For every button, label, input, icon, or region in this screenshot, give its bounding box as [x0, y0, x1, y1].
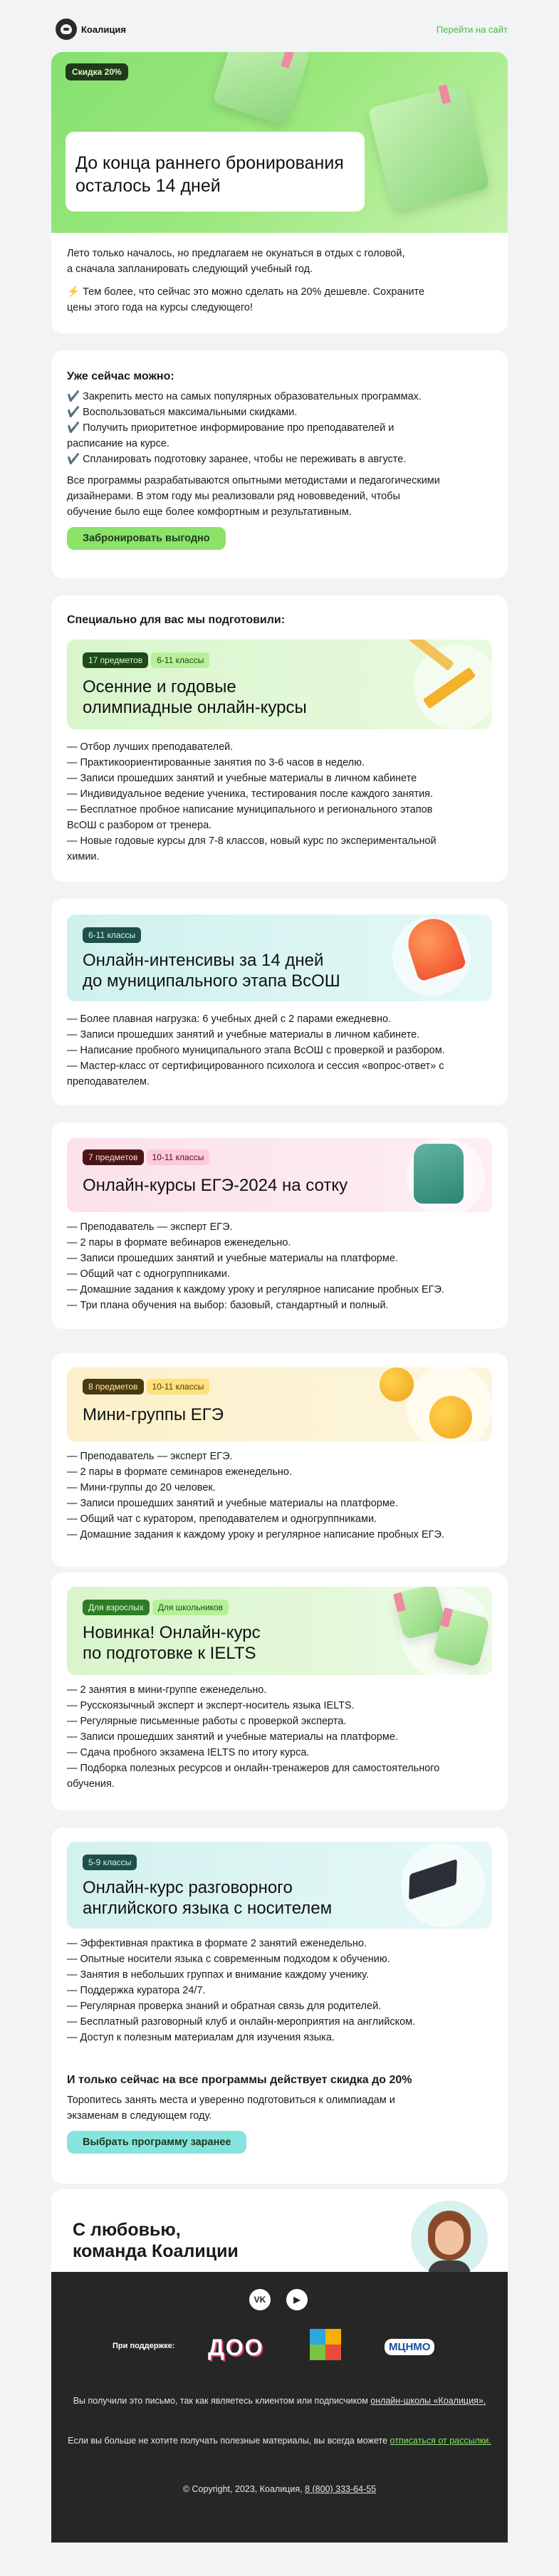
benefit-item: расписание на курсе.: [67, 438, 169, 449]
copyright: © Copyright, 2023, Коалиция, 8 (800) 333-64-55: [182, 2484, 377, 2494]
grades-tag: 10-11 классы: [147, 1149, 210, 1165]
closing-text: Торопитесь занять места и уверенно подготовиться к олимпиадам и экзаменам в следующем году.: [67, 2095, 395, 2122]
list-item: — Записи прошедших занятий и учебные материалы на платформе.: [67, 1731, 398, 1743]
closing-block: [67, 2074, 492, 2154]
list-item: — Общий чат с одногруппниками.: [67, 1268, 230, 1280]
programs-card: [51, 595, 508, 882]
course-title: Мини-группы ЕГЭ: [83, 1405, 224, 1424]
english-card: [51, 1827, 508, 2184]
hero-banner: [51, 52, 508, 233]
list-item: преподавателем.: [67, 1076, 150, 1088]
grades-tag: 6-11 классы: [83, 927, 141, 943]
list-item: — Домашние задания к каждому уроку и регулярное написание пробных ЕГЭ.: [67, 1529, 444, 1540]
list-item: — Домашние задания к каждому уроку и регулярное написание пробных ЕГЭ.: [67, 1284, 444, 1295]
list-item: — Общий чат с куратором, преподавателем и одногруппниками.: [67, 1513, 377, 1525]
course-title: Онлайн-интенсивы за 14 дней до муниципального этапа ВсОШ: [83, 951, 340, 991]
list-item: — Мини-группы до 20 человек.: [67, 1482, 216, 1493]
list-item: — Доступ к полезным материалам для изучения языка.: [67, 2032, 335, 2043]
course-banner: [67, 1842, 492, 1929]
course-feature-list: [67, 739, 492, 865]
apple-illustration: [380, 1367, 414, 1402]
course-title: Осенние и годовые олимпиадные онлайн-курсы: [83, 677, 307, 717]
list-item: — Русскоязычный эксперт и эксперт-носитель языка IELTS.: [67, 1700, 355, 1711]
subjects-tag: 17 предметов: [83, 652, 148, 668]
list-item: — 2 занятия в мини-группе еженедельно.: [67, 1684, 267, 1696]
email-header: [51, 16, 508, 44]
apple-illustration: [429, 1396, 472, 1439]
backpack-illustration: [414, 1144, 464, 1204]
list-item: — Новые годовые курсы для 7-8 классов, новый курс по экспериментальной: [67, 835, 437, 847]
list-item: обучения.: [67, 1778, 115, 1790]
hero-title-box: [66, 132, 365, 212]
choose-program-button[interactable]: Выбрать программу заранее: [67, 2131, 246, 2154]
list-item: ВсОШ с разбором от тренера.: [67, 820, 212, 831]
list-item: — Опытные носители языка с современным подходом к обучению.: [67, 1954, 390, 1965]
hero-intro: Лето только началось, но предлагаем не окунаться в отдых с головой, а сначала запланировать следующий учебный год. ⚡ Тем более, что сейчас это можно сделать на 20% дешевле. Сохраните цены этого года на курсы следующего!: [67, 248, 425, 313]
course-title: Онлайн-курсы ЕГЭ-2024 на сотку: [83, 1176, 348, 1195]
course-banner: [67, 640, 492, 729]
audience-tag: Для взрослых: [83, 1600, 150, 1615]
signature-text: С любовью, команда Коалиции: [73, 2220, 239, 2261]
list-item: — Преподаватель — эксперт ЕГЭ.: [67, 1221, 233, 1233]
list-item: — Регулярные письменные работы с проверкой эксперта.: [67, 1716, 347, 1727]
ruler-pencil-illustration: [399, 640, 478, 725]
partner-logo-doo[interactable]: ДОО: [208, 2335, 264, 2360]
ege-courses-card: [51, 1122, 508, 1329]
benefits-paragraph: Все программы разрабатываются опытными методистами и педагогическими дизайнерами. В этом году мы реализовали ряд нововведений, чтобы обучение было еще более комфортным и результативным.: [67, 475, 440, 518]
hero-card: [51, 52, 508, 333]
list-item: — Мастер-класс от сертифицированного психолога и сессия «вопрос-ответ» с: [67, 1060, 444, 1072]
subjects-tag: 7 предметов: [83, 1149, 144, 1165]
signature-card: [51, 2189, 508, 2282]
avatar: [411, 2201, 488, 2278]
course-title: Онлайн-курс разговорного английского языка с носителем: [83, 1878, 333, 1918]
course-banner: [67, 1138, 492, 1212]
grades-tag: 10-11 классы: [147, 1379, 210, 1394]
course-banner: [67, 1367, 492, 1441]
course-feature-list: [67, 1449, 492, 1543]
list-item: — Бесплатное пробное написание муниципального и регионального этапов: [67, 804, 433, 815]
partner-logo-mccme[interactable]: МЦНМО: [380, 2326, 444, 2369]
list-item: — Подборка полезных ресурсов и онлайн-тренажеров для самостоятельного: [67, 1763, 440, 1774]
course-feature-list: [67, 1219, 492, 1313]
brand-name: Коалиция: [81, 24, 126, 35]
list-item: — Написание пробного муниципального этапа ВсОШ с проверкой и разбором.: [67, 1045, 445, 1056]
course-banner: [67, 1587, 492, 1675]
list-item: — 2 пары в формате вебинаров еженедельно.: [67, 1237, 291, 1248]
vk-icon[interactable]: VK: [249, 2289, 271, 2310]
grades-tag: 5-9 классы: [83, 1855, 137, 1870]
list-item: — Сдача пробного экзамена IELTS по итогу курса.: [67, 1747, 310, 1758]
email-footer: [51, 2272, 508, 2543]
closing-title: И только сейчас на все программы действует скидка до 20%: [67, 2074, 412, 2086]
course-title: Новинка! Онлайн-курс по подготовке к IELTS: [83, 1623, 261, 1663]
list-item: — Записи прошедших занятий и учебные материалы в личном кабинете.: [67, 1029, 420, 1041]
programs-title: Специально для вас мы подготовили:: [67, 614, 286, 626]
subjects-tag: 8 предметов: [83, 1379, 144, 1394]
unsubscribe-notice: Если вы больше не хотите получать полезные материалы, вы всегда можете отписаться от рассылки.: [68, 2436, 491, 2446]
audience-tag: Для школьников: [152, 1600, 229, 1615]
benefit-item: ✔️ Закрепить место на самых популярных образовательных программах.: [67, 391, 422, 402]
koala-logo-icon: [56, 19, 77, 40]
book-illustration: [367, 84, 490, 212]
discount-badge: Скидка 20%: [66, 63, 128, 80]
course-feature-list: [67, 1936, 492, 2045]
list-item: — Отбор лучших преподавателей.: [67, 741, 234, 753]
list-item: — Записи прошедших занятий и учебные материалы на платформе.: [67, 1253, 398, 1264]
hero-title: До конца раннего бронирования осталось 14 дней: [75, 153, 344, 196]
list-item: — Бесплатный разговорный клуб и онлайн-мероприятия на английском.: [67, 2016, 416, 2028]
benefits-title: Уже сейчас можно:: [67, 370, 174, 382]
list-item: — Занятия в небольших группах и внимание каждому ученику.: [67, 1969, 369, 1981]
unsubscribe-link[interactable]: отписаться от рассылки.: [390, 2436, 491, 2446]
benefit-item: ✔️ Получить приоритетное информирование про преподавателей и: [67, 422, 395, 434]
partner-logo-cube[interactable]: [304, 2326, 347, 2369]
list-item: — Поддержка куратора 24/7.: [67, 1985, 206, 1996]
support-label: При поддержке:: [113, 2342, 175, 2350]
benefit-item: ✔️ Спланировать подготовку заранее, чтобы не переживать в августе.: [67, 454, 407, 465]
intensives-card: [51, 899, 508, 1105]
grades-tag: 6-11 классы: [151, 652, 209, 668]
brand-logo[interactable]: [56, 19, 126, 40]
course-banner: [67, 914, 492, 1001]
list-item: — Эффективная практика в формате 2 занятий еженедельно.: [67, 1938, 367, 1949]
list-item: — Практикоориентированные занятия по 3-6 часов в неделю.: [67, 757, 365, 768]
school-link[interactable]: онлайн-школы «Коалиция».: [370, 2396, 486, 2406]
list-item: — Записи прошедших занятий и учебные материалы на платформе.: [67, 1498, 398, 1509]
benefits-list: [67, 389, 492, 467]
ielts-card: [51, 1573, 508, 1810]
book-illustration: [212, 52, 311, 126]
course-feature-list: [67, 1682, 492, 1792]
list-item: — Регулярная проверка знаний и обратная связь для родителей.: [67, 2001, 382, 2012]
benefits-card: [51, 350, 508, 578]
list-item: химии.: [67, 851, 100, 862]
list-item: — Записи прошедших занятий и учебные материалы в личном кабинете: [67, 773, 417, 784]
phone-link[interactable]: 8 (800) 333-64-55: [305, 2484, 377, 2494]
book-now-button[interactable]: Забронировать выгодно: [67, 527, 226, 550]
list-item: — Преподаватель — эксперт ЕГЭ.: [67, 1451, 233, 1462]
subscription-notice: Вы получили это письмо, так как являетесь клиентом или подписчиком онлайн-школы «Коалиция».: [73, 2396, 486, 2406]
list-item: — Индивидуальное ведение ученика, тестирования после каждого занятия.: [67, 788, 434, 800]
benefit-item: ✔️ Воспользоваться максимальными скидками.: [67, 407, 298, 418]
mini-groups-card: [51, 1353, 508, 1567]
list-item: — 2 пары в формате семинаров еженедельно.: [67, 1466, 293, 1478]
list-item: — Более плавная нагрузка: 6 учебных дней с 2 парами ежедневно.: [67, 1013, 392, 1025]
youtube-icon[interactable]: ▶: [286, 2289, 308, 2310]
list-item: — Три плана обучения на выбор: базовый, стандартный и полный.: [67, 1300, 389, 1311]
go-to-site-link[interactable]: Перейти на сайт: [436, 24, 508, 35]
course-feature-list: [67, 1011, 492, 1090]
